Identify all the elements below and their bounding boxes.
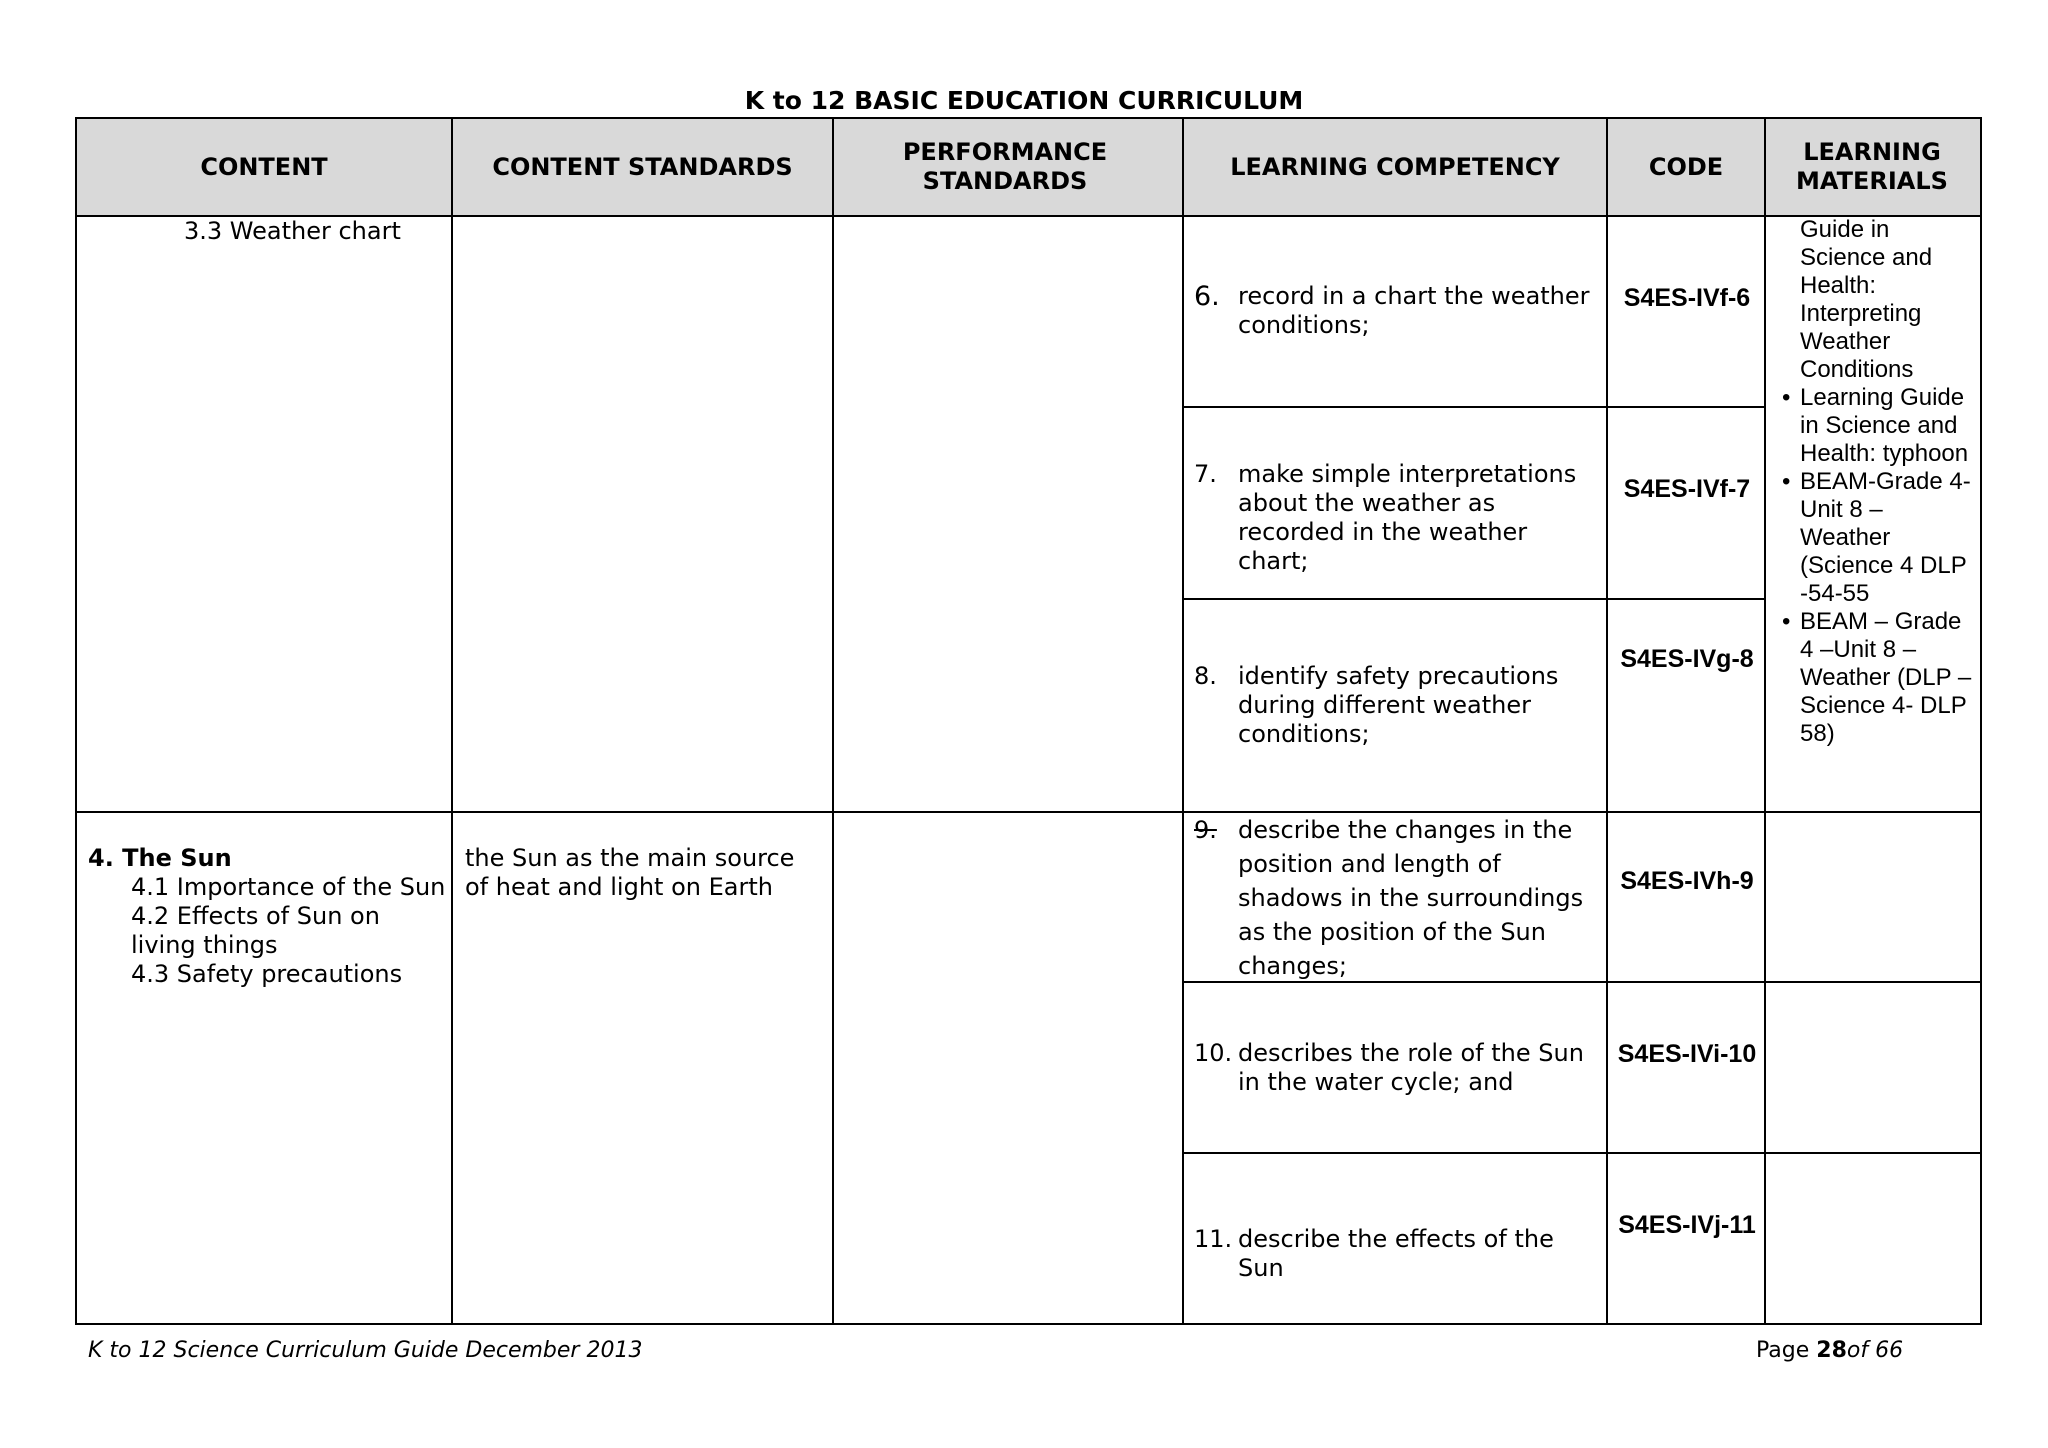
page-title: K to 12 BASIC EDUCATION CURRICULUM: [744, 86, 1304, 115]
header-content: CONTENT: [200, 152, 328, 181]
column-line: [1182, 117, 1184, 1325]
competency-11: [1194, 1225, 1604, 1283]
content-item: 4.2 Effects of Sun on living things: [131, 902, 380, 959]
competency-number: 11.: [1194, 1225, 1233, 1253]
competency-8: [1194, 662, 1604, 749]
bullet-icon: •: [1782, 608, 1791, 635]
material-item: Guide in Science and Health: Interpreting Weather Conditions: [1800, 216, 1933, 383]
competency-number: 7.: [1194, 460, 1217, 488]
learning-materials-list: [1768, 216, 1978, 748]
table-border-left: [75, 117, 77, 1325]
bullet-icon: •: [1782, 468, 1791, 495]
competency-number: 6.: [1194, 281, 1220, 312]
competency-text: identify safety precautions during different weather conditions;: [1238, 662, 1559, 748]
bullet-icon: •: [1782, 384, 1791, 411]
content-standard-sun: the Sun as the main source of heat and light on Earth: [465, 844, 795, 901]
code-cell: S4ES-IVf-7: [1623, 475, 1751, 503]
group-divider-line: [75, 811, 1982, 813]
table-border-right: [1980, 117, 1982, 1325]
content-item: 4.3 Safety precautions: [131, 960, 403, 988]
material-item: • BEAM – Grade 4 –Unit 8 – Weather (DLP –Science 4- DLP 58): [1782, 608, 1972, 747]
competency-text: record in a chart the weather conditions;: [1238, 282, 1590, 339]
competency-7: [1194, 460, 1604, 576]
header-learning-competency: LEARNING COMPETENCY: [1230, 152, 1560, 181]
competency-number: 10.: [1194, 1039, 1233, 1067]
competency-text: describe the effects of the Sun: [1238, 1225, 1554, 1282]
header-content-standards: CONTENT STANDARDS: [492, 152, 793, 181]
code-cell: S4ES-IVi-10: [1617, 1040, 1757, 1068]
header-code: CODE: [1648, 152, 1724, 181]
row-line: [1182, 406, 1765, 408]
table-border-bottom: [75, 1323, 1982, 1325]
code-cell: S4ES-IVg-8: [1620, 645, 1754, 673]
row-line: [1182, 598, 1765, 600]
code-cell: S4ES-IVh-9: [1620, 867, 1754, 895]
code-cell: S4ES-IVf-6: [1623, 284, 1751, 312]
content-weather-chart: 3.3 Weather chart: [184, 217, 401, 245]
material-item: • BEAM-Grade 4-Unit 8 – Weather (Science 4 DLP -54-55: [1782, 468, 1971, 607]
content-the-sun-title: 4. The Sun: [88, 844, 232, 872]
competency-6: [1194, 282, 1604, 340]
competency-text: make simple interpretations about the weather as recorded in the weather chart;: [1238, 460, 1577, 575]
competency-10: [1194, 1039, 1604, 1097]
header-performance-standards: PERFORMANCE STANDARDS: [902, 138, 1108, 195]
footer-page-number: Page 28of 66: [1756, 1338, 1904, 1363]
competency-9: [1194, 813, 1604, 983]
competency-number: 9.: [1194, 816, 1217, 844]
row-line: [1182, 1152, 1982, 1154]
material-item: • Learning Guide in Science and Health: typhoon: [1782, 384, 1969, 467]
competency-text: describes the role of the Sun in the water cycle; and: [1238, 1039, 1584, 1096]
column-line: [832, 117, 834, 1325]
header-learning-materials: LEARNING MATERIALS: [1796, 138, 1948, 195]
content-item: 4.1 Importance of the Sun: [131, 873, 446, 901]
column-line: [451, 117, 453, 1325]
competency-number: 8.: [1194, 662, 1217, 690]
footer-guide-name: K to 12 Science Curriculum Guide December 2013: [88, 1338, 643, 1363]
code-cell: S4ES-IVj-11: [1618, 1211, 1756, 1239]
competency-text: describe the changes in the position and length of shadows in the surroundings as the position of the Sun changes;: [1238, 816, 1584, 980]
